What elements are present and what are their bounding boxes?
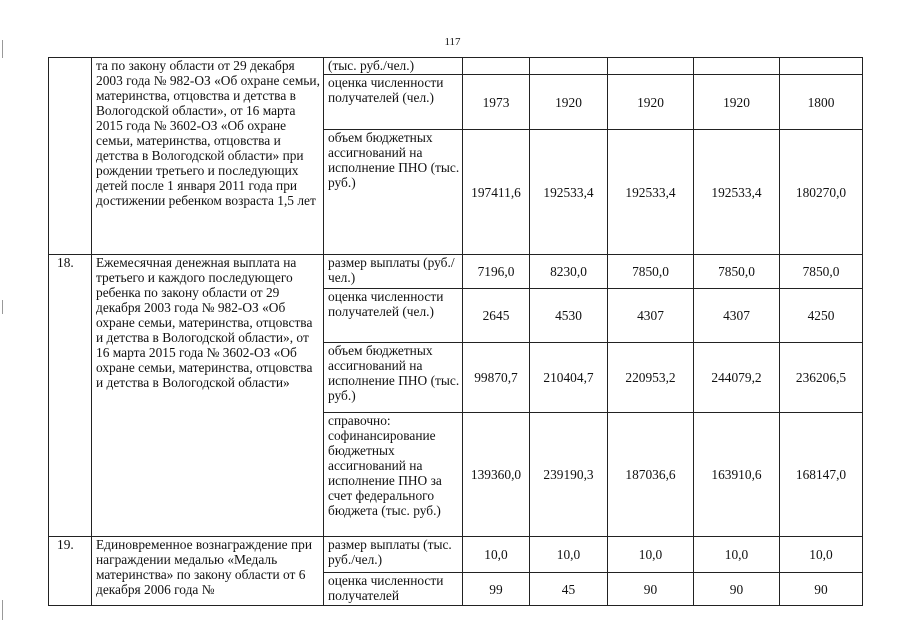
value-cell: 10,0 [694,537,780,573]
value-cell: 4307 [694,289,780,343]
value-cell: 1920 [608,75,694,130]
budget-table [48,57,863,606]
value-cell: 187036,6 [608,413,694,537]
value-cell: 192533,4 [530,130,608,255]
value-cell: 192533,4 [694,130,780,255]
value-cell: 4250 [780,289,863,343]
measure-label: объем бюджетных ассигнований на исполнение ПНО (тыс. руб.) [324,343,463,413]
value-cell: 192533,4 [608,130,694,255]
value-cell: 90 [694,573,780,606]
value-cell: 1920 [694,75,780,130]
value-cell: 236206,5 [780,343,863,413]
row-number: 19. [49,537,92,606]
value-cell: 1800 [780,75,863,130]
value-cell [463,58,530,75]
value-cell: 180270,0 [780,130,863,255]
scan-edge-mark [2,300,3,314]
value-cell: 2645 [463,289,530,343]
value-cell: 10,0 [608,537,694,573]
value-cell [530,58,608,75]
row-description: Единовременное вознаграждение при награждении медалью «Медаль материнства» по закону области от 6 декабря 2006 года № [92,537,324,606]
measure-label: оценка численности получателей [324,573,463,606]
value-cell: 90 [780,573,863,606]
value-cell [608,58,694,75]
row-description: Ежемесячная денежная выплата на третьего и каждого последующего ребенка по закону области от 29 декабря 2003 года № 982-ОЗ «Об охране семьи, материнства, отцовства и детства в Вологодской области», от 16 марта 2015 года № 3602-ОЗ «Об охране семьи, материнства, отцовства и детства в Вологодской области» [92,255,324,537]
measure-label: объем бюджетных ассигнований на исполнение ПНО (тыс. руб.) [324,130,463,255]
value-cell: 99870,7 [463,343,530,413]
value-cell [694,58,780,75]
value-cell: 8230,0 [530,255,608,289]
row-number [49,58,92,255]
value-cell: 220953,2 [608,343,694,413]
row-number: 18. [49,255,92,537]
value-cell: 163910,6 [694,413,780,537]
value-cell: 90 [608,573,694,606]
value-cell: 239190,3 [530,413,608,537]
measure-label: размер выплаты (руб./чел.) [324,255,463,289]
measure-label: оценка численности получателей (чел.) [324,289,463,343]
measure-label: оценка численности получателей (чел.) [324,75,463,130]
value-cell: 4307 [608,289,694,343]
scan-edge-mark [2,40,3,58]
value-cell: 210404,7 [530,343,608,413]
value-cell: 4530 [530,289,608,343]
measure-label: (тыс. руб./чел.) [324,58,463,75]
value-cell [780,58,863,75]
value-cell: 7850,0 [608,255,694,289]
value-cell: 168147,0 [780,413,863,537]
table-row [49,255,863,289]
value-cell: 1920 [530,75,608,130]
value-cell: 10,0 [530,537,608,573]
table-row [49,537,863,573]
value-cell: 7850,0 [694,255,780,289]
value-cell: 1973 [463,75,530,130]
page-number: 117 [444,36,461,48]
scan-edge-mark [2,600,3,620]
measure-label: справочно: софинансирование бюджетных ассигнований на исполнение ПНО за счет федерального бюджета (тыс. руб.) [324,413,463,537]
table-row [49,58,863,75]
value-cell: 7850,0 [780,255,863,289]
row-description: та по закону области от 29 декабря 2003 года № 982-ОЗ «Об охране семьи, материнства, отцовства и детства в Вологодской области», от 16 марта 2015 года № 3602-ОЗ «Об охране семьи, материнства, отцовства и детства в Вологодской области» при рождении третьего и последующих детей после 1 января 2011 года при достижении ребенком возраста 1,5 лет [92,58,324,255]
value-cell: 99 [463,573,530,606]
value-cell: 139360,0 [463,413,530,537]
value-cell: 10,0 [780,537,863,573]
measure-label: размер выплаты (тыс. руб./чел.) [324,537,463,573]
value-cell: 7196,0 [463,255,530,289]
value-cell: 10,0 [463,537,530,573]
value-cell: 197411,6 [463,130,530,255]
value-cell: 45 [530,573,608,606]
value-cell: 244079,2 [694,343,780,413]
